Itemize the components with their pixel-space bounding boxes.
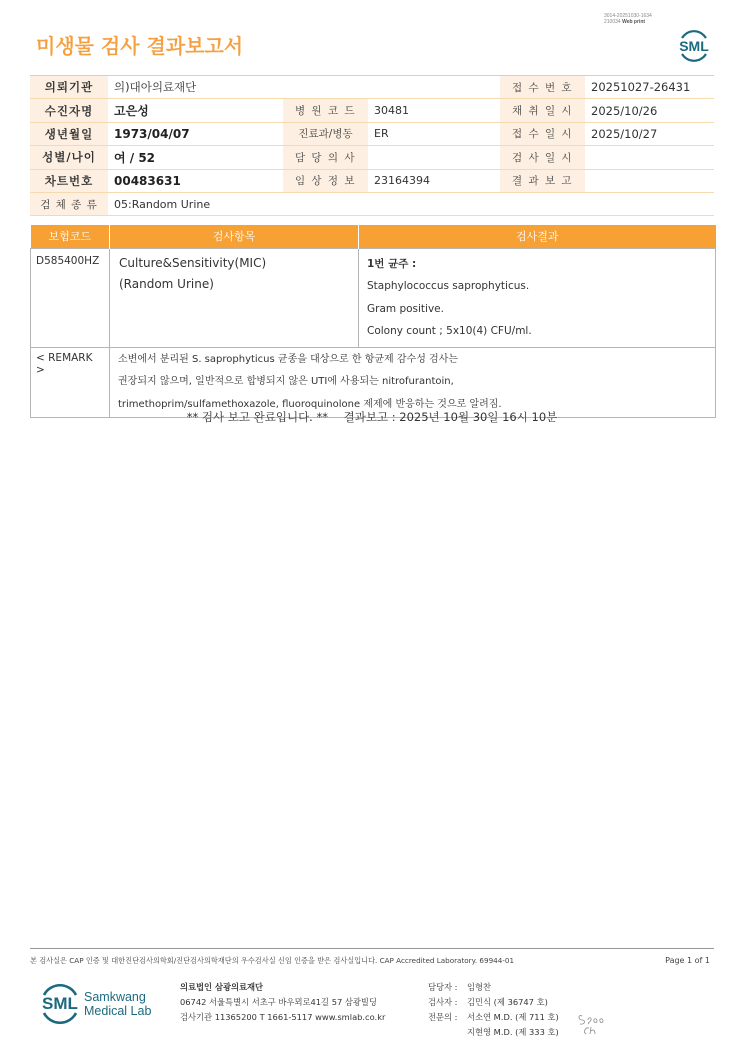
brand-name — [84, 990, 151, 1018]
completion-message: ** 검사 보고 완료입니다. ** — [186, 410, 328, 424]
chart-label: 차트번호 — [30, 169, 108, 192]
remark-line: 소변에서 분리된 S. saprophyticus 균종을 대상으로 한 항균제 감수성 검사는 — [118, 353, 459, 365]
staff-row — [428, 1025, 559, 1040]
birth-label: 생년월일 — [30, 122, 108, 145]
receipt-no-label: 접 수 번 호 — [500, 76, 585, 99]
report-label: 결 과 보 고 — [500, 169, 585, 192]
staff-role — [428, 1025, 467, 1040]
info-row — [30, 169, 714, 192]
sex-age-value: 여 / 52 — [108, 146, 283, 169]
doctor-label: 담 당 의 사 — [283, 146, 368, 169]
patient-info-table — [30, 75, 714, 216]
staff-role: 검사자 : — [428, 997, 458, 1007]
test-date-value — [585, 146, 714, 169]
report-time: 결과보고 : 2025년 10월 30일 16시 10분 — [343, 410, 558, 424]
hospital-code-label: 병 원 코 드 — [283, 99, 368, 122]
report-value — [585, 169, 714, 192]
info-row — [30, 122, 714, 145]
doc-id-line: 210034 Web print — [604, 19, 646, 25]
org-contact: 검사기관 11365200 T 1661-5117 www.smlab.co.kr — [180, 1012, 386, 1022]
report-title: 미생물 검사 결과보고서 — [36, 34, 244, 58]
result-header-row — [31, 225, 716, 248]
insurance-code: D585400HZ — [31, 248, 110, 347]
chart-value: 00483631 — [108, 169, 283, 192]
staff-row — [428, 980, 559, 995]
receipt-no-value: 20251027-26431 — [585, 76, 714, 99]
col-header-insurance-code: 보험코드 — [31, 225, 110, 248]
colony-count: Colony count ; 5x10(4) CFU/ml. — [367, 325, 532, 337]
sml-footer-logo-icon — [36, 978, 84, 1026]
strain-label: 1번 균주 : — [367, 257, 417, 270]
brand-line: Samkwang — [84, 990, 146, 1004]
org-address: 06742 서울특별시 서초구 바우뫼로41길 57 삼광빌딩 — [180, 997, 377, 1007]
doc-id-line: 3014-20251030-1634 — [604, 13, 652, 19]
svg-text:SML: SML — [42, 994, 78, 1013]
institution-label: 의뢰기관 — [30, 76, 108, 99]
staff-name: 김민식 (제 36747 호) — [467, 997, 548, 1007]
collect-date-value: 2025/10/26 — [585, 99, 714, 122]
brand-line: Medical Lab — [84, 1004, 152, 1018]
staff-name: 지현영 M.D. (제 333 호) — [467, 1027, 559, 1037]
test-result — [359, 248, 716, 347]
clinical-value: 23164394 — [368, 169, 500, 192]
clinical-label: 임 상 정 보 — [283, 169, 368, 192]
dept-label: 진료과/병동 — [283, 122, 368, 145]
staff-row — [428, 995, 559, 1010]
staff-list — [428, 980, 559, 1040]
organism-name: Staphylococcus saprophyticus. — [367, 280, 530, 292]
hospital-code-value: 30481 — [368, 99, 500, 122]
info-row — [30, 76, 714, 99]
accreditation-note: 본 검사실은 CAP 인증 및 대한진단검사의학회/진단검사의학재단의 우수검사실 신임 인증을 받은 검사실입니다. CAP Accredited Laboratory. 69944-01 — [30, 956, 515, 965]
birth-value: 1973/04/07 — [108, 122, 283, 145]
test-item — [110, 248, 359, 347]
staff-role: 전문의 : — [428, 1012, 458, 1022]
doctor-value — [368, 146, 500, 169]
svg-text:SML: SML — [679, 38, 709, 54]
org-name: 의료법인 삼광의료재단 — [180, 982, 264, 992]
test-item-name: Culture&Sensitivity(MIC) — [119, 255, 267, 270]
footer-divider — [30, 948, 714, 949]
organization-info — [180, 980, 385, 1025]
patient-value: 고은성 — [108, 99, 283, 122]
institution-value: 의)대아의료재단 — [108, 76, 500, 99]
result-table — [30, 225, 716, 418]
receive-date-value: 2025/10/27 — [585, 122, 714, 145]
sml-logo-icon — [674, 24, 714, 64]
patient-label: 수진자명 — [30, 99, 108, 122]
test-date-label: 검 사 일 시 — [500, 146, 585, 169]
col-header-test-item: 검사항목 — [110, 225, 359, 248]
remark-row — [31, 347, 716, 418]
result-row — [31, 248, 716, 347]
remark-line: 권장되지 않으며, 일반적으로 합병되지 않은 UTI에 사용되는 nitrofurantoin, — [118, 376, 454, 387]
receive-date-label: 접 수 일 시 — [500, 122, 585, 145]
specimen-value: 05:Random Urine — [108, 192, 714, 215]
remark-text — [110, 347, 716, 418]
remark-label: < REMARK > — [31, 347, 110, 418]
remark-line: trimethoprim/sulfamethoxazole, fluoroquinolone 제제에 반응하는 것으로 알려짐. — [118, 398, 502, 410]
test-item-specimen: (Random Urine) — [119, 276, 214, 291]
gram-stain: Gram positive. — [367, 302, 444, 315]
dept-value: ER — [368, 122, 500, 145]
signature-icon — [576, 1010, 610, 1036]
collect-date-label: 채 취 일 시 — [500, 99, 585, 122]
completion-line — [0, 409, 744, 425]
staff-role: 담당자 : — [428, 982, 458, 992]
staff-row — [428, 1010, 559, 1025]
col-header-test-result: 검사결과 — [359, 225, 716, 248]
sex-age-label: 성별/나이 — [30, 146, 108, 169]
staff-name: 임형찬 — [467, 982, 492, 992]
page-number: Page 1 of 1 — [665, 956, 710, 965]
staff-name: 서소연 M.D. (제 711 호) — [467, 1012, 559, 1022]
info-row — [30, 146, 714, 169]
document-id — [604, 13, 652, 25]
info-row — [30, 99, 714, 122]
specimen-label: 검 체 종 류 — [30, 192, 108, 215]
info-row — [30, 192, 714, 215]
